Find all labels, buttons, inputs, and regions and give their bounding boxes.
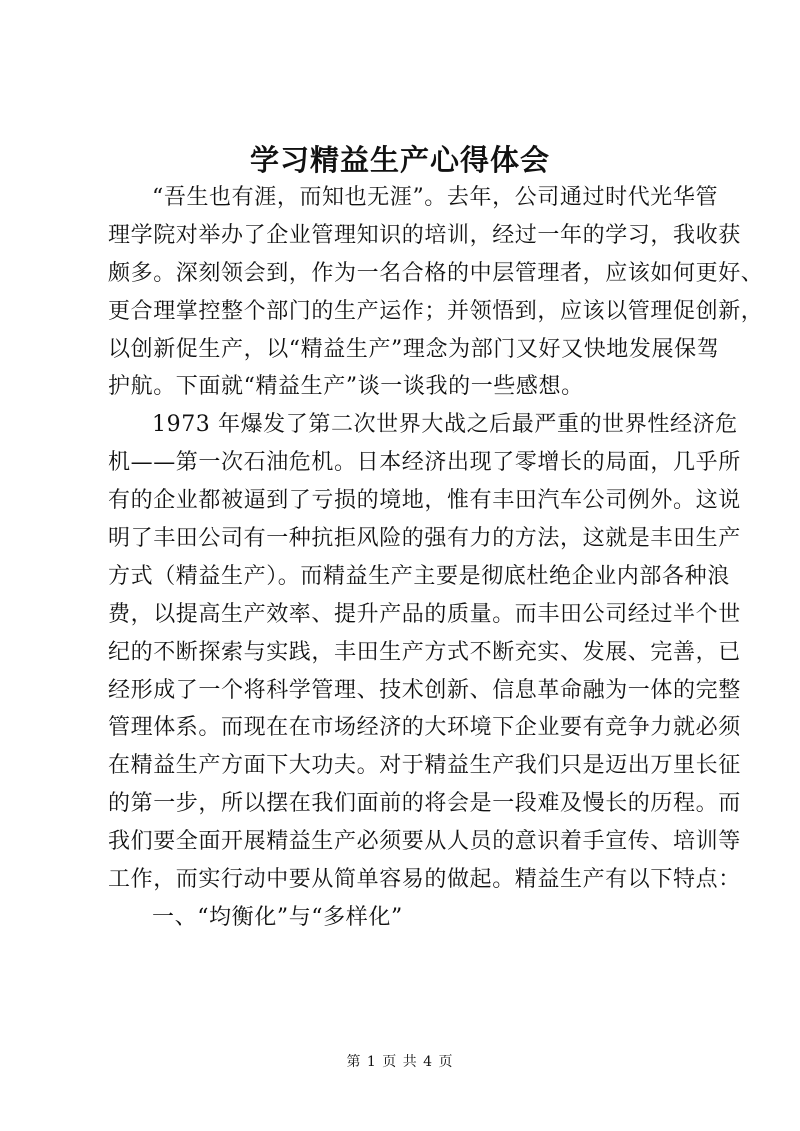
paragraph-2-line-7: 纪的不断探索与实践，丰田生产方式不断充实、发展、完善，已 (108, 639, 741, 665)
paragraph-2-line-4: 明了丰田公司有一种抗拒风险的强有力的方法，这就是丰田生产 (108, 526, 741, 552)
paragraph-1-line-5: 以创新促生产，以“精益生产”理念为部门又好又快地发展保驾 (108, 336, 720, 362)
paragraph-2-line-11: 的第一步，所以摆在我们面前的将会是一段难及慢长的历程。而 (108, 791, 741, 817)
paragraph-2-line-3: 有的企业都被逼到了亏损的境地，惟有丰田汽车公司例外。这说 (108, 488, 741, 514)
paragraph-2-line-6: 费，以提高生产效率、提升产品的质量。而丰田公司经过半个世 (108, 601, 741, 627)
paragraph-2-line-13: 工作，而实行动中要从简单容易的做起。精益生产有以下特点： (108, 867, 741, 893)
page-number-footer: 第 1 页 共 4 页 (346, 1054, 454, 1070)
document-title: 学习精益生产心得体会 (249, 143, 550, 177)
section-heading-1: 一、“均衡化”与“多样化” (152, 904, 403, 930)
paragraph-1-line-6: 护航。下面就“精益生产”谈一谈我的一些感想。 (108, 374, 584, 400)
paragraph-2-line-5: 方式（精益生产）。而精益生产主要是彻底杜绝企业内部各种浪 (108, 563, 730, 589)
paragraph-2-line-10: 在精益生产方面下大功夫。对于精益生产我们只是迈出万里长征 (108, 753, 741, 779)
paragraph-1-line-3: 颇多。深刻领会到，作为一名合格的中层管理者，应该如何更好、 (108, 260, 764, 286)
paragraph-2-line-8: 经形成了一个将科学管理、技术创新、信息革命融为一体的完整 (108, 677, 741, 703)
paragraph-1-line-1: “吾生也有涯，而知也无涯”。去年，公司通过时代光华管 (152, 185, 719, 210)
paragraph-2-line-12: 我们要全面开展精益生产必须要从人员的意识着手宣传、培训等 (108, 829, 741, 855)
paragraph-1-line-4: 更合理掌控整个部门的生产运作；并领悟到，应该以管理促创新， (108, 298, 764, 324)
paragraph-2-line-9: 管理体系。而现在在市场经济的大环境下企业要有竞争力就必须 (108, 715, 741, 741)
document-body (108, 179, 764, 937)
paragraph-2-line-1: 1973 年爆发了第二次世界大战之后最严重的世界性经济危 (152, 412, 738, 438)
paragraph-1-line-2: 理学院对举办了企业管理知识的培训，经过一年的学习，我收获 (108, 222, 741, 248)
paragraph-2-line-2: 机——第一次石油危机。日本经济出现了零增长的局面，几乎所 (108, 450, 741, 476)
